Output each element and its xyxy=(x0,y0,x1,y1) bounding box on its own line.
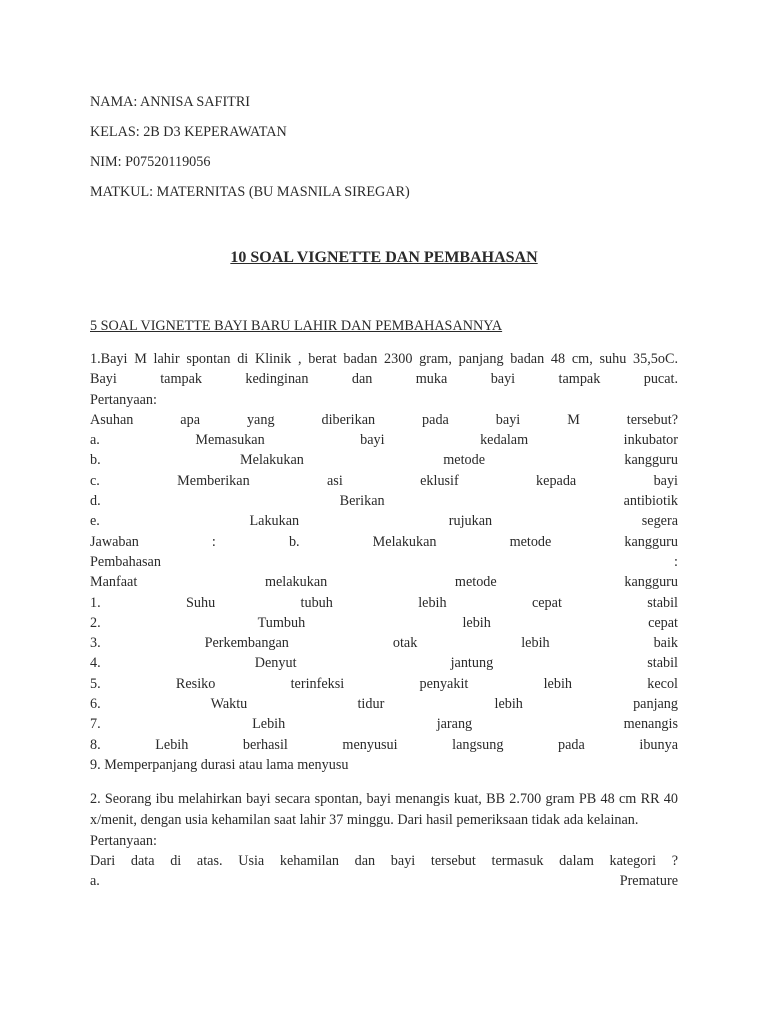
question-2-question: Dari data di atas. Usia kehamilan dan bayi tersebut termasuk dalam kategori ? xyxy=(90,853,678,870)
benefit-item: 2. Tumbuh lebih cepat xyxy=(90,614,678,631)
answer-line: Jawaban : b. Melakukan metode kangguru xyxy=(90,533,678,550)
question-label: Pertanyaan: xyxy=(90,391,157,408)
benefit-item-last: 9. Memperpanjang durasi atau lama menyusu xyxy=(90,756,349,773)
benefit-item: 7. Lebih jarang menangis xyxy=(90,716,678,733)
benefit-item: 3. Perkembangan otak lebih baik xyxy=(90,635,678,652)
question-2-label: Pertanyaan: xyxy=(90,832,157,849)
question-2-text: 2. Seorang ibu melahirkan bayi secara spontan, bayi menangis kuat, BB 2.700 gram PB 48 cm RR 40 x/menit, dengan usia kehamilan saat lahir 37 minggu. Dari hasil pemeriksaan tidak ada kelainan. xyxy=(90,791,678,829)
benefit-item: 5. Resiko terinfeksi penyakit lebih kecol xyxy=(90,675,678,692)
benefit-heading: Manfaat melakukan metode kangguru xyxy=(90,574,678,591)
option-c: c. Memberikan asi eklusif kepada bayi xyxy=(90,472,678,489)
document-title: 10 SOAL VIGNETTE DAN PEMBAHASAN xyxy=(230,249,538,266)
course-name: MATKUL: MATERNITAS (BU MASNILA SIREGAR) xyxy=(90,184,410,200)
question-2-option-a: a. Premature xyxy=(90,873,678,890)
question-1-text: Asuhan apa yang diberikan pada bayi M tersebut? xyxy=(90,411,678,428)
question-1-line-2: Bayi tampak kedinginan dan muka bayi tampak pucat. xyxy=(90,371,678,388)
question-2 xyxy=(90,789,678,891)
student-name: NAMA: ANNISA SAFITRI xyxy=(90,94,251,110)
question-1-line-1: 1.Bayi M lahir spontan di Klinik , berat badan 2300 gram, panjang badan 48 cm, suhu 35,5oC. xyxy=(90,351,678,367)
option-e: e. Lakukan rujukan segera xyxy=(90,513,678,530)
option-b: b. Melakukan metode kangguru xyxy=(90,452,678,469)
document-page xyxy=(90,90,678,892)
student-class: KELAS: 2B D3 KEPERAWATAN xyxy=(90,124,287,140)
option-d: d. Berikan antibiotik xyxy=(90,493,678,510)
question-1 xyxy=(90,349,678,775)
option-a: a. Memasukan bayi kedalam inkubator xyxy=(90,432,678,449)
benefit-item: 4. Denyut jantung stabil xyxy=(90,655,678,672)
section-heading: 5 SOAL VIGNETTE BAYI BARU LAHIR DAN PEMBAHASANNYA xyxy=(90,318,503,334)
discussion-label: Pembahasan : xyxy=(90,553,678,570)
benefit-item: 8. Lebih berhasil menyusui langsung pada ibunya xyxy=(90,736,678,753)
student-nim: NIM: P07520119056 xyxy=(90,154,211,170)
benefit-item: 1. Suhu tubuh lebih cepat stabil xyxy=(90,594,678,611)
benefit-item: 6. Waktu tidur lebih panjang xyxy=(90,696,678,713)
